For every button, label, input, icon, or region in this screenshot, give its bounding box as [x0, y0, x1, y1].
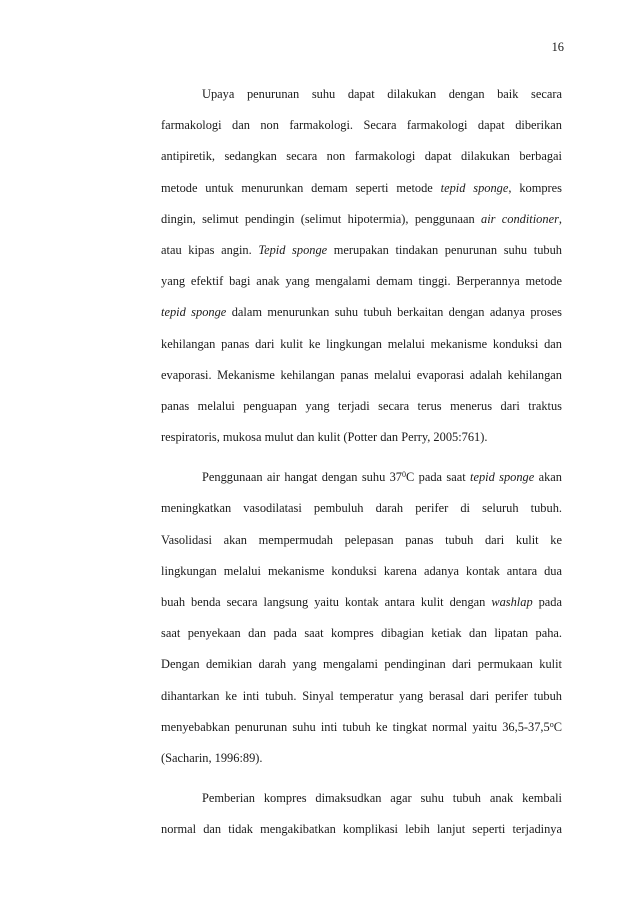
body-text [161, 86, 562, 853]
text-line [161, 242, 562, 273]
superscript: o [549, 719, 554, 729]
text-line [161, 273, 562, 304]
text-line [161, 117, 562, 148]
superscript: 0 [402, 470, 407, 480]
text-line [161, 180, 562, 211]
paragraph [161, 469, 562, 781]
text-segment: Upaya penurunan suhu dapat dilakukan dengan baik secara [202, 87, 562, 101]
text-segment: saat penyekaan dan pada saat kompres dibagian ketiak dan lipatan paha. [161, 626, 562, 641]
text-line [161, 469, 562, 500]
text-segment: panas melalui penguapan yang terjadi secara terus menerus dari traktus [161, 398, 562, 413]
text-segment: Pemberian kompres dimaksudkan agar suhu tubuh anak kembali [202, 791, 562, 806]
text-segment: dihantarkan ke inti tubuh. Sinyal temperatur yang berasal dari perifer tubuh [161, 688, 562, 703]
text-line [161, 594, 562, 625]
text-line [161, 86, 562, 117]
text-segment: C [553, 719, 562, 734]
text-line [161, 148, 562, 179]
text-segment: pada [532, 595, 562, 609]
text-segment: atau kipas angin. [161, 242, 259, 257]
text-line [161, 688, 562, 719]
text-segment: buah benda secara langsung yaitu kontak antara kulit dengan [161, 595, 492, 609]
text-segment: C pada saat [406, 470, 470, 485]
text-segment: , [558, 211, 562, 226]
text-segment: dalam menurunkan suhu tubuh berkaitan dengan adanya proses [226, 305, 562, 320]
italic-term: washlap [491, 595, 533, 609]
text-line [161, 211, 562, 242]
text-line [161, 719, 562, 750]
italic-term: tepid sponge [161, 305, 227, 320]
text-segment: akan [534, 470, 562, 485]
text-segment: meningkatkan vasodilatasi pembuluh darah perifer di seluruh tubuh. [161, 501, 562, 516]
text-line [161, 750, 562, 781]
text-segment: Penggunaan air hangat dengan suhu 37 [202, 470, 403, 485]
text-segment: menyebabkan penurunan suhu inti tubuh ke tingkat normal yaitu 36,5-37,5 [161, 719, 550, 734]
text-segment: Dengan demikian darah yang mengalami pendinginan dari permukaan kulit [161, 657, 562, 672]
text-line [161, 304, 562, 335]
italic-term: air conditioner [481, 211, 559, 226]
text-segment: antipiretik, sedangkan secara non farmakologi dapat dilakukan berbagai [161, 149, 562, 164]
text-segment: metode untuk menurunkan demam seperti metode [161, 180, 441, 195]
text-segment: lingkungan melalui mekanisme konduksi karena adanya kontak antara dua [161, 563, 562, 578]
text-segment: farmakologi dan non farmakologi. Secara farmakologi dapat diberikan [161, 118, 562, 133]
paragraph [161, 790, 562, 852]
text-segment: , kompres [508, 180, 563, 195]
paragraph [161, 86, 562, 460]
text-line [161, 532, 562, 563]
text-segment: Vasolidasi akan mempermudah pelepasan panas tubuh dari kulit ke [161, 532, 562, 547]
text-line [161, 398, 562, 429]
text-line [161, 367, 562, 398]
text-segment: merupakan tindakan penurunan suhu tubuh [327, 242, 562, 257]
text-line [161, 656, 562, 687]
text-line [161, 625, 562, 656]
text-segment: normal dan tidak mengakibatkan komplikasi lebih lanjut seperti terjadinya [161, 822, 562, 837]
italic-term: tepid sponge [470, 470, 535, 485]
text-line [161, 500, 562, 531]
text-segment: respiratoris, mukosa mulut dan kulit (Potter dan Perry, 2005:761). [161, 430, 488, 445]
italic-term: tepid sponge [440, 180, 509, 195]
text-segment: kehilangan panas dari kulit ke lingkungan melalui mekanisme konduksi dan [161, 336, 562, 351]
text-segment: yang efektif bagi anak yang mengalami demam tinggi. Berperannya metode [161, 274, 562, 289]
text-line [161, 790, 562, 821]
text-line [161, 429, 562, 460]
italic-term: Tepid sponge [258, 242, 328, 257]
text-segment: evaporasi. Mekanisme kehilangan panas melalui evaporasi adalah kehilangan [161, 367, 562, 382]
text-segment: (Sacharin, 1996:89). [161, 750, 263, 765]
text-line [161, 821, 562, 852]
text-line [161, 563, 562, 594]
text-segment: dingin, selimut pendingin (selimut hipotermia), penggunaan [161, 211, 481, 226]
page-number: 16 [551, 40, 564, 54]
text-line [161, 336, 562, 367]
